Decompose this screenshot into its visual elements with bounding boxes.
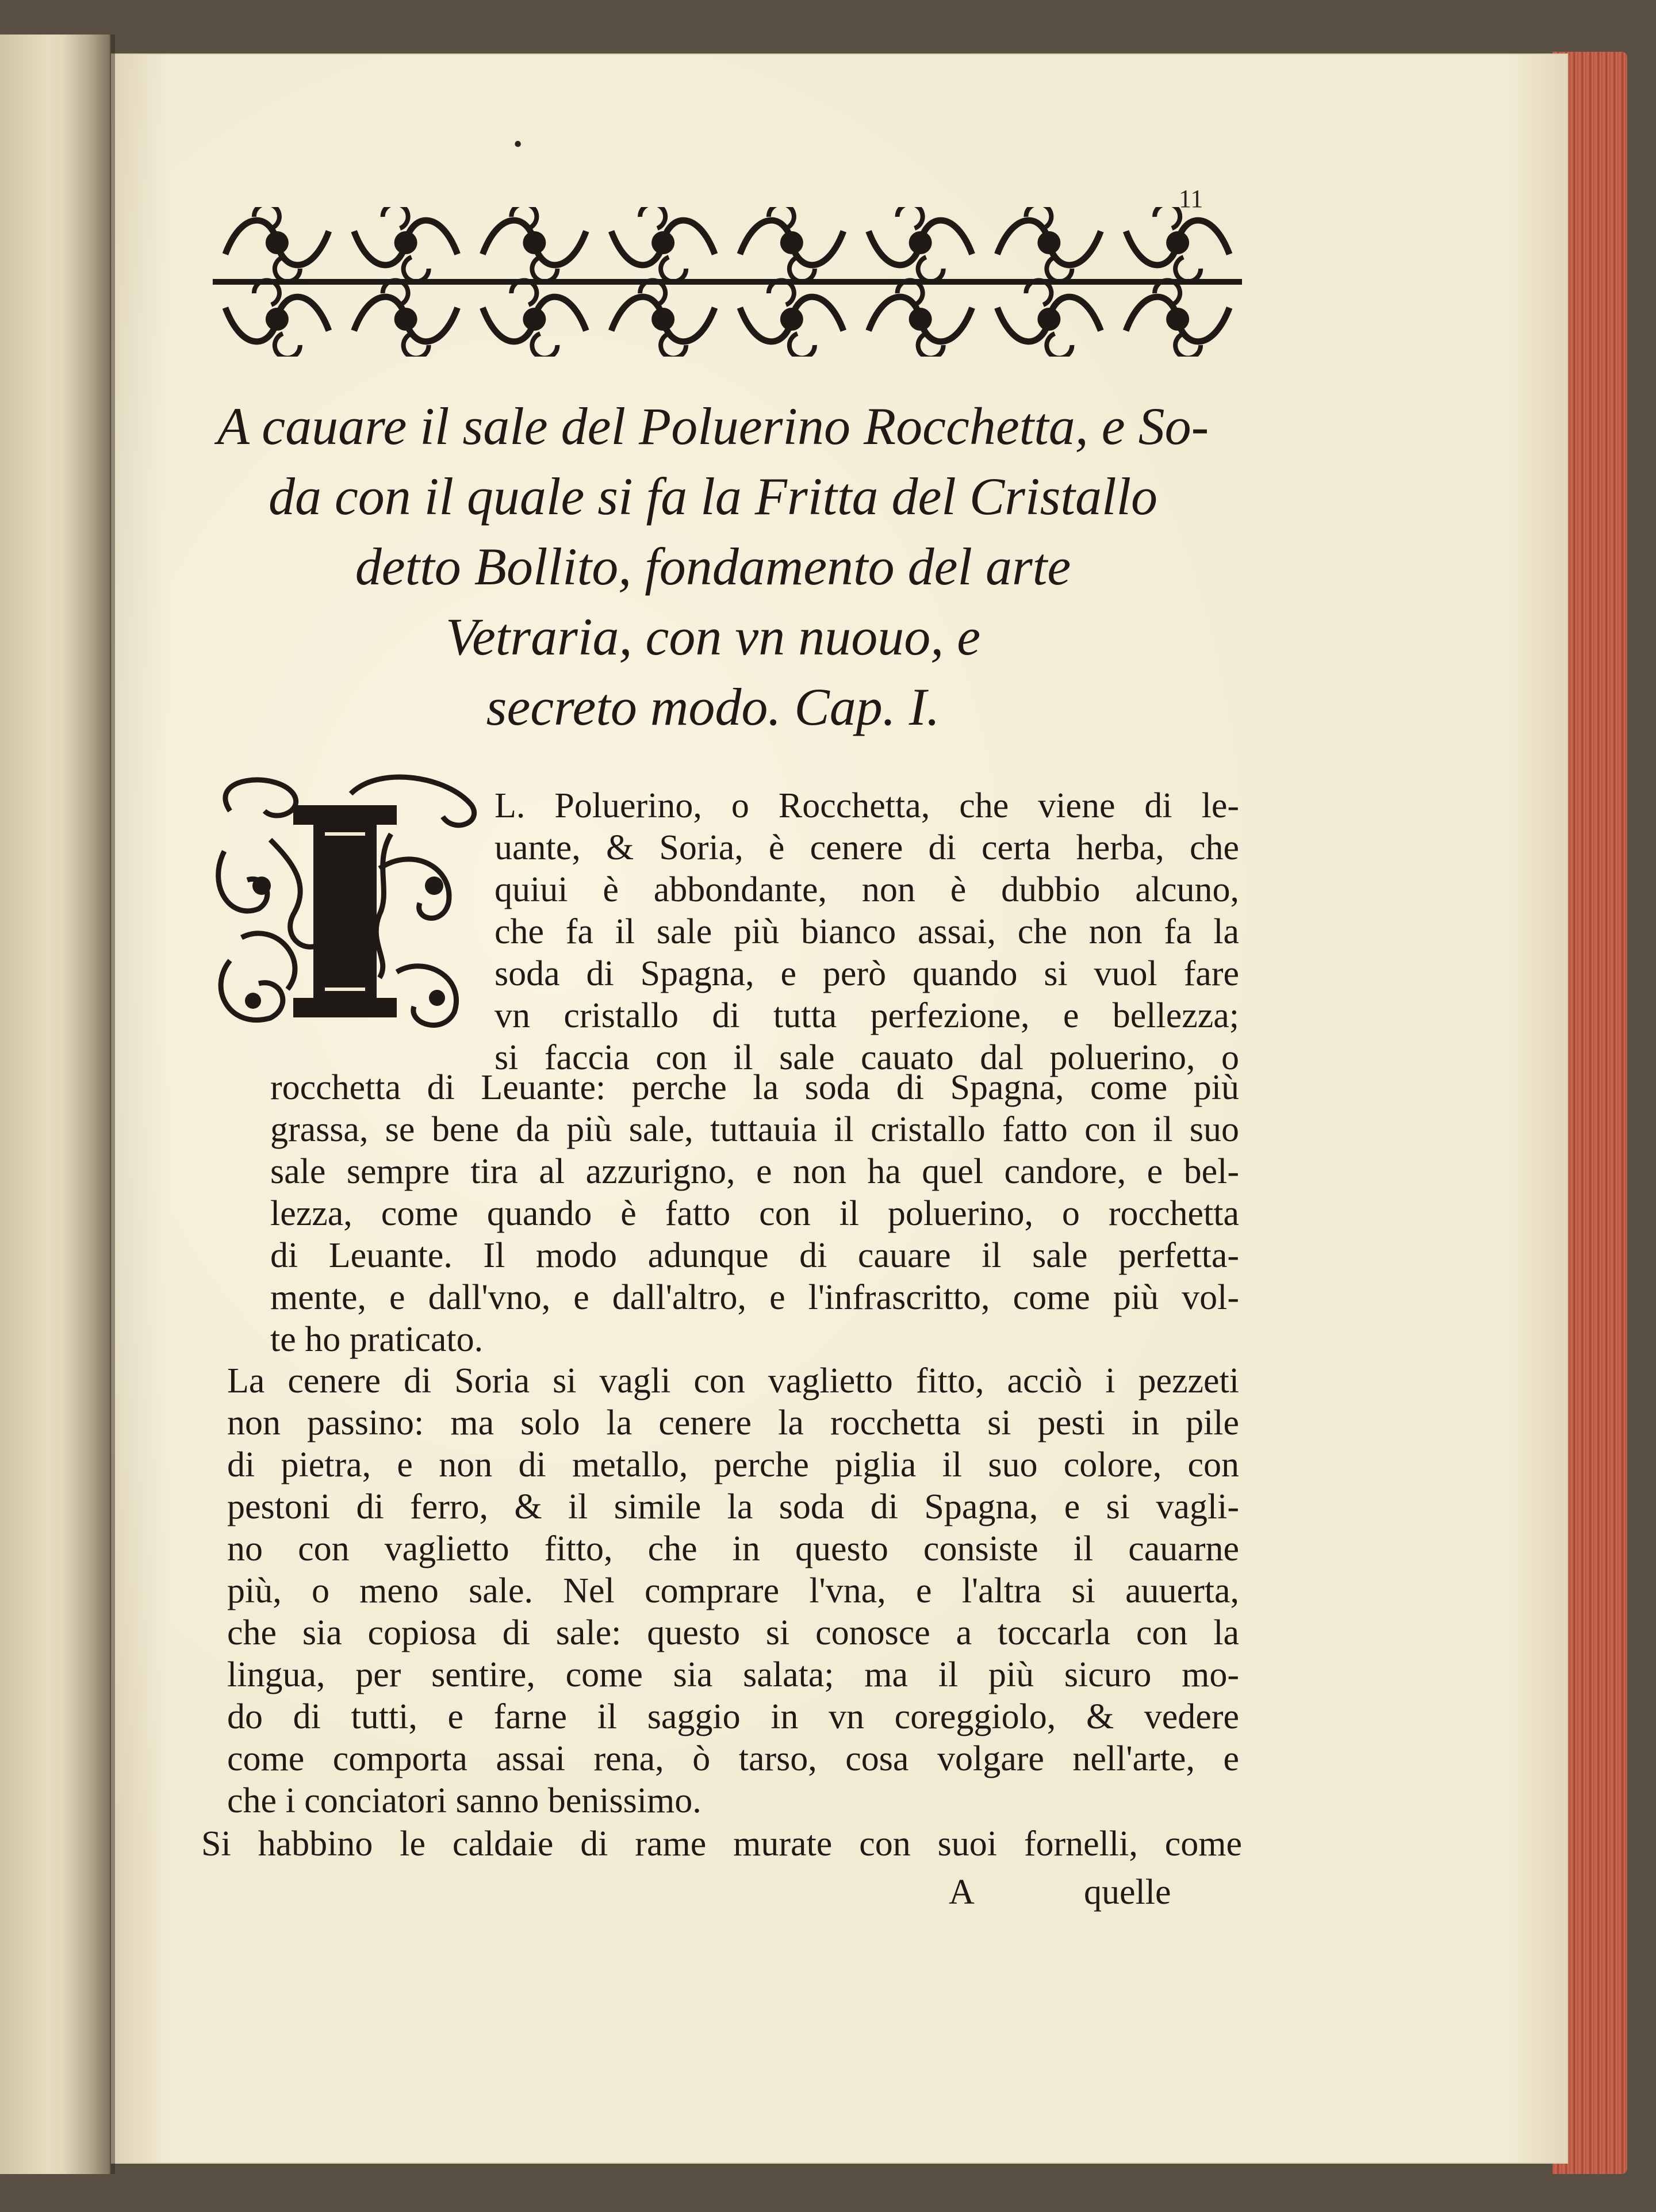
text-line: sale sempre tira al azzurigno, e non ha quel candore, e bel- bbox=[270, 1152, 1239, 1191]
ornament-dot bbox=[909, 308, 932, 331]
text-line: no con vaglietto fitto, che in questo consiste il cauarne bbox=[227, 1529, 1239, 1568]
text-line: si faccia con il sale cauato dal poluerino, o bbox=[494, 1038, 1239, 1077]
ink-speck: • bbox=[512, 133, 524, 157]
text-line: di pietra, e non di metallo, perche piglia il suo colore, con bbox=[227, 1445, 1239, 1484]
chapter-title bbox=[195, 391, 1230, 742]
text-line: mente, e dall'vno, e dall'altro, e l'infrascritto, come più vol- bbox=[270, 1278, 1239, 1317]
text-line: che fa il sale più bianco assai, che non fa la bbox=[494, 912, 1239, 951]
text-line: soda di Spagna, e però quando si vuol fare bbox=[494, 954, 1239, 993]
title-line: Vetraria, con vn nuouo, e bbox=[445, 607, 981, 666]
text-line: che sia copiosa di sale: questo si conosce a toccarla con la bbox=[227, 1613, 1239, 1652]
text-line: pestoni di ferro, & il simile la soda di Spagna, e si vagli- bbox=[227, 1487, 1239, 1526]
text-line: Si habbino le caldaie di rame murate con suoi fornelli, come bbox=[201, 1824, 1242, 1863]
ornament-dot bbox=[651, 231, 674, 254]
book-gutter bbox=[63, 35, 115, 2174]
paragraph-1-indented bbox=[494, 785, 1239, 1079]
text-line: rocchetta di Leuante: perche la soda di Spagna, come più bbox=[270, 1068, 1239, 1107]
ornament-dot bbox=[1166, 308, 1189, 331]
paragraph-2 bbox=[227, 1360, 1239, 1822]
ornament-dot bbox=[523, 308, 546, 331]
text-line: lingua, per sentire, come sia salata; ma il più sicuro mo- bbox=[227, 1655, 1239, 1694]
text-line: più, o meno sale. Nel comprare l'vna, e l'altra si auuerta, bbox=[227, 1571, 1239, 1610]
text-line: lezza, come quando è fatto con il poluerino, o rocchetta bbox=[270, 1194, 1239, 1233]
text-line: quiui è abbondante, non è dubbio alcuno, bbox=[494, 870, 1239, 909]
woodcut-decorated-initial-icon bbox=[207, 771, 489, 1035]
ornament-dot bbox=[1037, 231, 1060, 254]
ornament-dot bbox=[394, 231, 417, 254]
ornament-dot bbox=[780, 231, 803, 254]
text-line: di Leuante. Il modo adunque di cauare il sale perfetta- bbox=[270, 1236, 1239, 1275]
signature-mark: A bbox=[949, 1873, 975, 1912]
title-line: detto Bollito, fondamento del arte bbox=[355, 537, 1071, 596]
ornament-dot bbox=[1166, 231, 1189, 254]
text-line: che i conciatori sanno benissimo. bbox=[227, 1781, 702, 1820]
ornament-dot bbox=[394, 308, 417, 331]
paragraph-1-full bbox=[270, 1067, 1239, 1361]
catchword: quelle bbox=[1084, 1873, 1171, 1912]
title-line: da con il quale si fa la Fritta del Cristallo bbox=[268, 467, 1158, 526]
title-line: A cauare il sale del Poluerino Rocchetta, e So- bbox=[217, 397, 1209, 456]
ornament-dot bbox=[523, 231, 546, 254]
text-line: vn cristallo di tutta perfezione, e bellezza; bbox=[494, 996, 1239, 1035]
ornament-dot bbox=[780, 308, 803, 331]
text-line: La cenere di Soria si vagli con vaglietto fitto, acciò i pezzeti bbox=[227, 1361, 1239, 1400]
ornament-dot bbox=[651, 308, 674, 331]
text-line: L. Poluerino, o Rocchetta, che viene di le- bbox=[494, 786, 1239, 825]
ornament-dot bbox=[266, 231, 289, 254]
text-line: non passino: ma solo la cenere la rocchetta si pesti in pile bbox=[227, 1403, 1239, 1442]
paragraph-3 bbox=[201, 1823, 1242, 1865]
ornament-dot bbox=[266, 308, 289, 331]
ornament-dot bbox=[909, 231, 932, 254]
title-line: secreto modo. Cap. I. bbox=[486, 678, 940, 736]
woodcut-ornament-headband-icon bbox=[207, 207, 1248, 357]
text-line: come comporta assai rena, ò tarso, cosa volgare nell'arte, e bbox=[227, 1739, 1239, 1778]
text-line: uante, & Soria, è cenere di certa herba, che bbox=[494, 828, 1239, 867]
ornament-dot bbox=[1037, 308, 1060, 331]
text-line: te ho praticato. bbox=[270, 1320, 484, 1359]
page-number: 11 bbox=[1179, 185, 1203, 213]
text-line: do di tutti, e farne il saggio in vn coreggiolo, & vedere bbox=[227, 1697, 1239, 1736]
text-line: grassa, se bene da più sale, tuttauia il cristallo fatto con il suo bbox=[270, 1110, 1239, 1149]
